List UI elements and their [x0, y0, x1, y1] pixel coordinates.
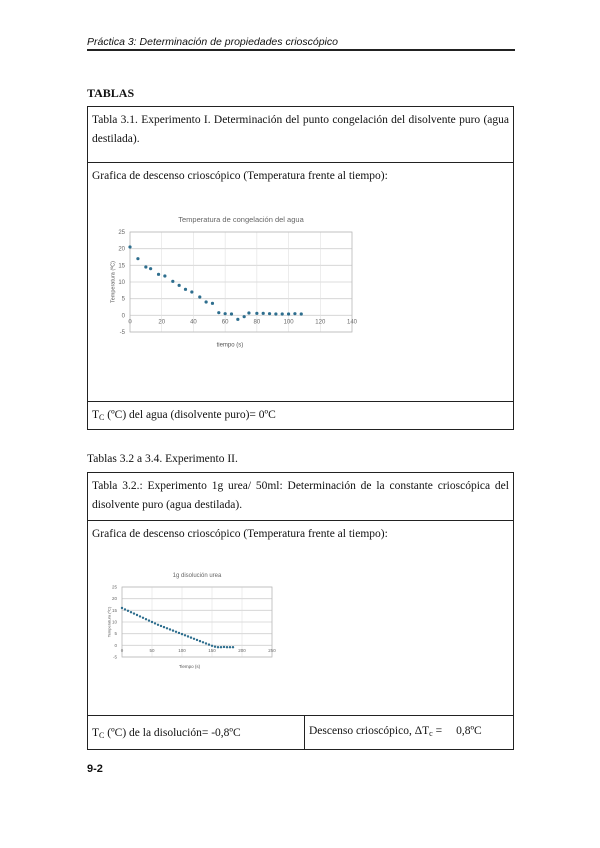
tc-disolucion-text: (ºC) de la disolución= -0,8ºC	[104, 727, 241, 739]
data-point	[247, 311, 250, 314]
data-point	[149, 267, 152, 270]
data-point	[187, 635, 189, 637]
data-point	[160, 625, 162, 627]
x-tick-label: 120	[315, 319, 326, 326]
data-point	[224, 312, 227, 315]
data-point	[220, 646, 222, 648]
data-point	[217, 646, 219, 648]
table-3-2-heading: Tabla 3.2.: Experimento 1g urea/ 50ml: Determinación de la constante crioscópica del disolvente puro (agua destilada).	[88, 473, 513, 521]
data-point	[178, 284, 181, 287]
data-point	[300, 312, 303, 315]
data-point	[287, 312, 290, 315]
data-point	[190, 636, 192, 638]
data-point	[139, 615, 141, 617]
data-point	[255, 312, 258, 315]
data-point	[205, 300, 208, 303]
data-point	[229, 646, 231, 648]
tc-subscript: C	[99, 731, 105, 740]
x-tick-label: 150	[208, 647, 216, 653]
y-tick-label: -5	[119, 330, 125, 336]
y-tick-label: 25	[111, 584, 117, 590]
data-point	[133, 612, 135, 614]
data-point	[124, 608, 126, 610]
section-title: TABLAS	[87, 86, 135, 100]
data-point	[214, 646, 216, 648]
data-point	[205, 642, 207, 644]
descenso-subscript: c	[429, 729, 433, 738]
y-tick-label: 15	[118, 263, 125, 270]
y-axis-label: Temperatura (ºC)	[106, 606, 112, 638]
data-point	[128, 245, 131, 248]
page-header: Práctica 3: Determinación de propiedades crioscópico	[87, 36, 338, 48]
x-tick-label: 80	[253, 319, 261, 326]
x-tick-label: 250	[268, 647, 276, 653]
table-3-2-graph-cell	[88, 521, 513, 716]
data-point	[226, 646, 228, 648]
x-tick-label: 60	[221, 319, 229, 326]
data-point	[142, 617, 144, 619]
chart-disolucion-urea	[88, 571, 298, 691]
data-point	[136, 257, 139, 260]
data-point	[281, 312, 284, 315]
chart-title: Temperatura de congelación del agua	[178, 215, 304, 224]
x-tick-label: 200	[238, 647, 246, 653]
x-tick-label: 40	[190, 319, 197, 326]
data-point	[202, 641, 204, 643]
data-point	[211, 302, 214, 305]
x-tick-label: 0	[120, 647, 124, 653]
header-rule	[87, 49, 515, 51]
tc-subscript: C	[99, 413, 105, 422]
descenso-equals: =	[432, 725, 443, 737]
data-point	[232, 646, 234, 648]
data-point	[196, 639, 198, 641]
y-tick-label: 20	[111, 596, 117, 602]
table-3-1-result	[88, 402, 513, 430]
data-point	[193, 638, 195, 640]
x-axis-label: tiempo (s)	[216, 342, 244, 349]
data-point	[175, 631, 177, 633]
data-point	[157, 273, 160, 276]
x-axis-label: Tiempo (s)	[178, 663, 201, 669]
y-tick-label: 0	[121, 313, 125, 320]
chart-temperatura-congelacion-agua	[88, 208, 388, 368]
table-3-2-tc-cell	[88, 716, 305, 749]
data-point	[154, 622, 156, 624]
table-3-1	[87, 106, 514, 430]
data-point	[163, 274, 166, 277]
data-point	[223, 646, 225, 648]
table-3-2-descenso-cell	[305, 716, 486, 749]
data-point	[243, 315, 246, 318]
data-point	[268, 312, 271, 315]
data-point	[236, 318, 239, 321]
y-tick-label: 10	[111, 619, 117, 625]
data-point	[121, 607, 123, 609]
data-point	[190, 290, 193, 293]
data-point	[171, 280, 174, 283]
data-point	[184, 634, 186, 636]
data-point	[293, 312, 296, 315]
y-tick-label: 15	[111, 607, 117, 613]
data-point	[184, 288, 187, 291]
data-point	[211, 645, 213, 647]
x-tick-label: 0	[128, 319, 132, 326]
y-tick-label: 5	[121, 296, 125, 303]
descenso-label: Descenso crioscópico, ΔT	[309, 725, 430, 737]
caption-tablas-3-2: Tablas 3.2 a 3.4. Experimento II.	[87, 453, 238, 465]
chart-title: 1g disolución urea	[172, 573, 222, 579]
data-point	[217, 311, 220, 314]
page-number: 9-2	[87, 763, 103, 775]
x-tick-label: 100	[178, 647, 186, 653]
x-tick-label: 140	[346, 319, 358, 326]
data-point	[127, 610, 129, 612]
data-point	[144, 265, 147, 268]
y-tick-label: -5	[112, 654, 117, 660]
table-3-2-results	[88, 716, 513, 749]
x-tick-label: 20	[158, 319, 166, 326]
table-3-2-graph-label: Grafica de descenso crioscópico (Temperatura frente al tiempo):	[92, 528, 388, 540]
table-3-1-graph-cell	[88, 163, 513, 402]
data-point	[136, 614, 138, 616]
x-tick-label: 100	[283, 319, 294, 326]
tc-symbol: T	[92, 727, 100, 739]
y-tick-label: 0	[114, 642, 117, 648]
descenso-value: 0,8ºC	[456, 725, 482, 737]
data-point	[169, 628, 171, 630]
y-tick-label: 10	[118, 280, 125, 286]
data-point	[151, 621, 153, 623]
data-point	[163, 626, 165, 628]
y-axis-label: Temperatura (ºC)	[110, 260, 117, 304]
data-point	[181, 633, 183, 635]
data-point	[145, 618, 147, 620]
data-point	[274, 312, 277, 315]
data-point	[166, 627, 168, 629]
data-point	[199, 640, 201, 642]
tc-symbol: T	[92, 409, 100, 421]
data-point	[198, 295, 201, 298]
data-point	[148, 619, 150, 621]
table-3-2	[87, 472, 514, 750]
data-point	[230, 312, 233, 315]
y-tick-label: 5	[114, 631, 117, 637]
data-point	[130, 611, 132, 613]
data-point	[157, 624, 159, 626]
data-point	[262, 312, 265, 315]
y-tick-label: 20	[118, 246, 125, 253]
tc-result-text: (ºC) del agua (disolvente puro)= 0ºC	[104, 409, 276, 421]
table-3-1-graph-label: Grafica de descenso crioscópico (Temperatura frente al tiempo):	[92, 170, 388, 182]
data-point	[208, 643, 210, 645]
table-3-1-heading: Tabla 3.1. Experimento I. Determinación del punto congelación del disolvente puro (agua destilada).	[88, 107, 513, 163]
x-tick-label: 50	[149, 647, 155, 653]
y-tick-label: 25	[118, 230, 125, 236]
data-point	[172, 629, 174, 631]
data-point	[178, 632, 180, 634]
